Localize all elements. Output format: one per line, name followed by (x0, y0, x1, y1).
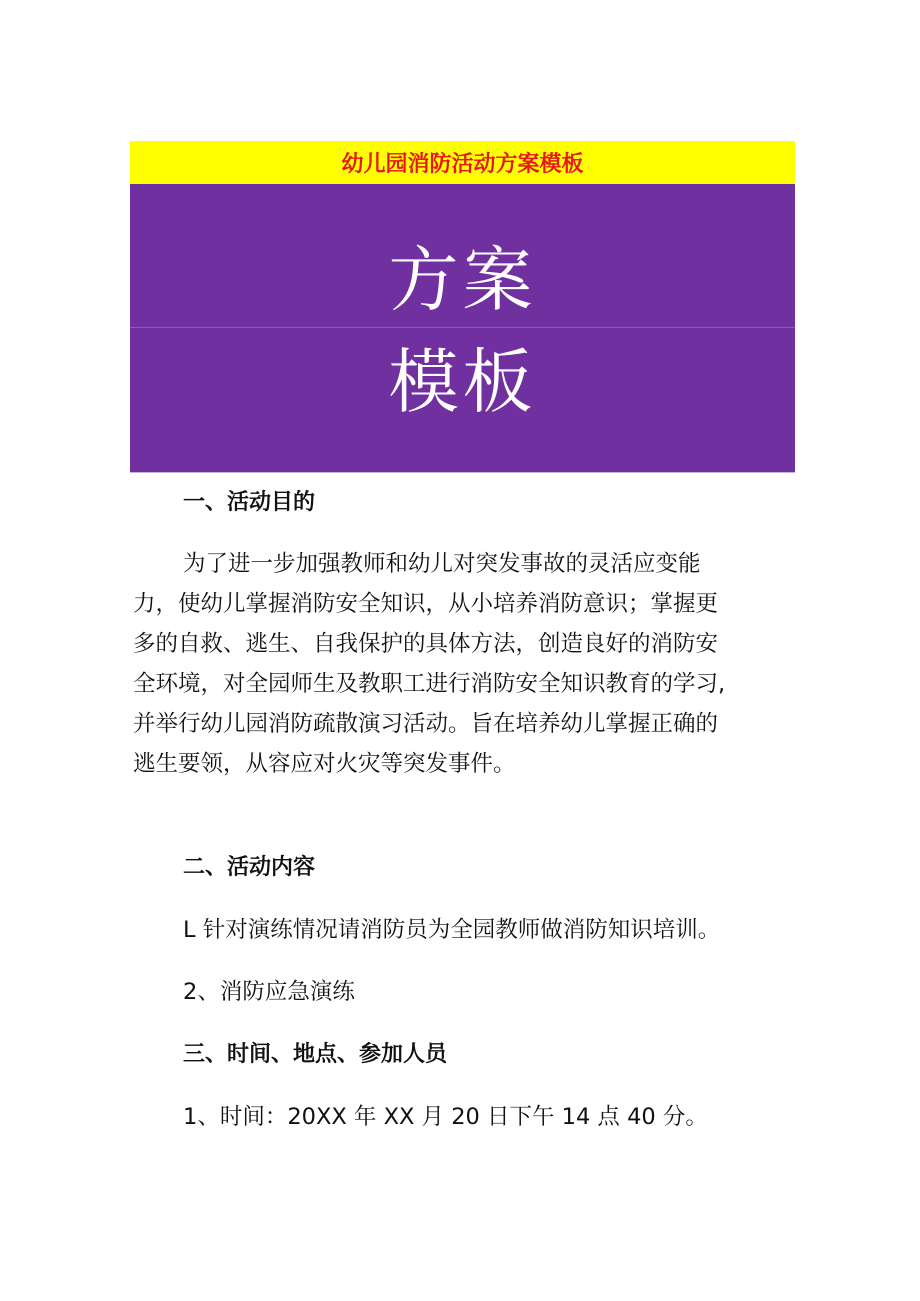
section-heading-time-place: 三、时间、地点、参加人员 (183, 1042, 448, 1067)
time-item: 1、时间：20XX 年 XX 月 20 日下午 14 点 40 分。 (183, 1104, 708, 1130)
content-item-training: L 针对演练情况请消防员为全园教师做消防知识培训。 (183, 917, 721, 943)
cover-word-top: 方案 (388, 239, 537, 321)
cover-word-bottom: 模板 (388, 341, 537, 423)
paragraph-line: 力，使幼儿掌握消防安全知识，从小培养消防意识；掌握更 (133, 591, 719, 617)
section-heading-purpose: 一、活动目的 (183, 490, 316, 515)
paragraph-line: 多的自救、逃生、自我保护的具体方法，创造良好的消防安 (133, 631, 719, 657)
cover-block (130, 184, 795, 473)
cover-divider (130, 327, 795, 328)
purpose-paragraph (133, 544, 783, 784)
document-title-banner (130, 141, 795, 184)
paragraph-line: 为了进一步加强教师和幼儿对突发事故的灵活应变能 (183, 551, 701, 577)
section-heading-content: 二、活动内容 (183, 855, 316, 880)
content-item-drill: 2、消防应急演练 (183, 979, 355, 1005)
paragraph-line: 逃生要领，从容应对火灾等突发事件。 (133, 751, 516, 777)
document-title: 幼儿园消防活动方案模板 (341, 152, 584, 177)
paragraph-line: 全环境，对全园师生及教职工进行消防安全知识教育的学习, (133, 671, 726, 697)
paragraph-line: 并举行幼儿园消防疏散演习活动。旨在培养幼儿掌握正确的 (133, 711, 719, 737)
